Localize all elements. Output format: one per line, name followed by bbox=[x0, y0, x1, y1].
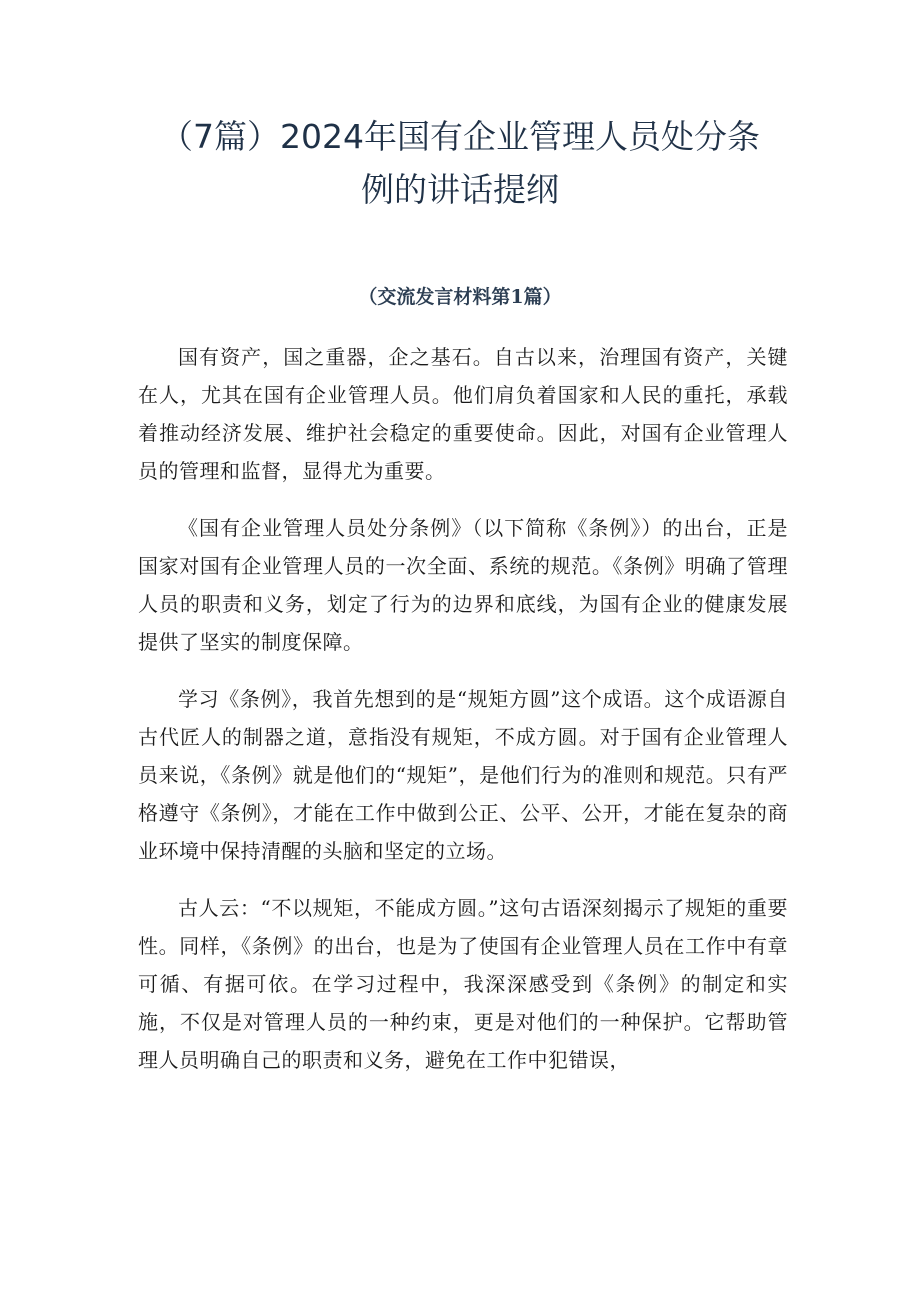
paragraph-1: 国有资产，国之重器，企之基石。自古以来，治理国有资产，关键在人，尤其在国有企业管理人员。他们肩负着国家和人民的重托，承载着推动经济发展、维护社会稳定的重要使命。因此，对国有企业管理人员的管理和监督，显得尤为重要。 bbox=[138, 345, 788, 483]
paragraph-3: 学习《条例》，我首先想到的是“规矩方圆”这个成语。这个成语源自古代匠人的制器之道，意指没有规矩，不成方圆。对于国有企业管理人员来说，《条例》就是他们的“规矩”，是他们行为的准则和规范。只有严格遵守《条例》，才能在工作中做到公正、公平、公开，才能在复杂的商业环境中保持清醒的头脑和坚定的立场。 bbox=[138, 687, 788, 863]
paragraph-2: 《国有企业管理人员处分条例》（以下简称《条例》）的出台，正是国家对国有企业管理人员的一次全面、系统的规范。《条例》明确了管理人员的职责和义务，划定了行为的边界和底线，为国有企业的健康发展提供了坚实的制度保障。 bbox=[138, 516, 788, 654]
section-subtitle: （交流发言材料第1篇） bbox=[358, 286, 562, 308]
document-title bbox=[100, 110, 820, 216]
title-line-1: （7篇）2024年国有企业管理人员处分条 bbox=[160, 117, 760, 156]
document-body bbox=[138, 338, 788, 1098]
paragraph-4: 古人云：“不以规矩，不能成方圆。”这句古语深刻揭示了规矩的重要性。同样，《条例》的出台，也是为了使国有企业管理人员在工作中有章可循、有据可依。在学习过程中，我深深感受到《条例》的制定和实施，不仅是对管理人员的一种约束，更是对他们的一种保护。它帮助管理人员明确自己的职责和义务，避免在工作中犯错误， bbox=[138, 896, 788, 1072]
title-line-2: 例的讲话提纲 bbox=[361, 170, 559, 209]
